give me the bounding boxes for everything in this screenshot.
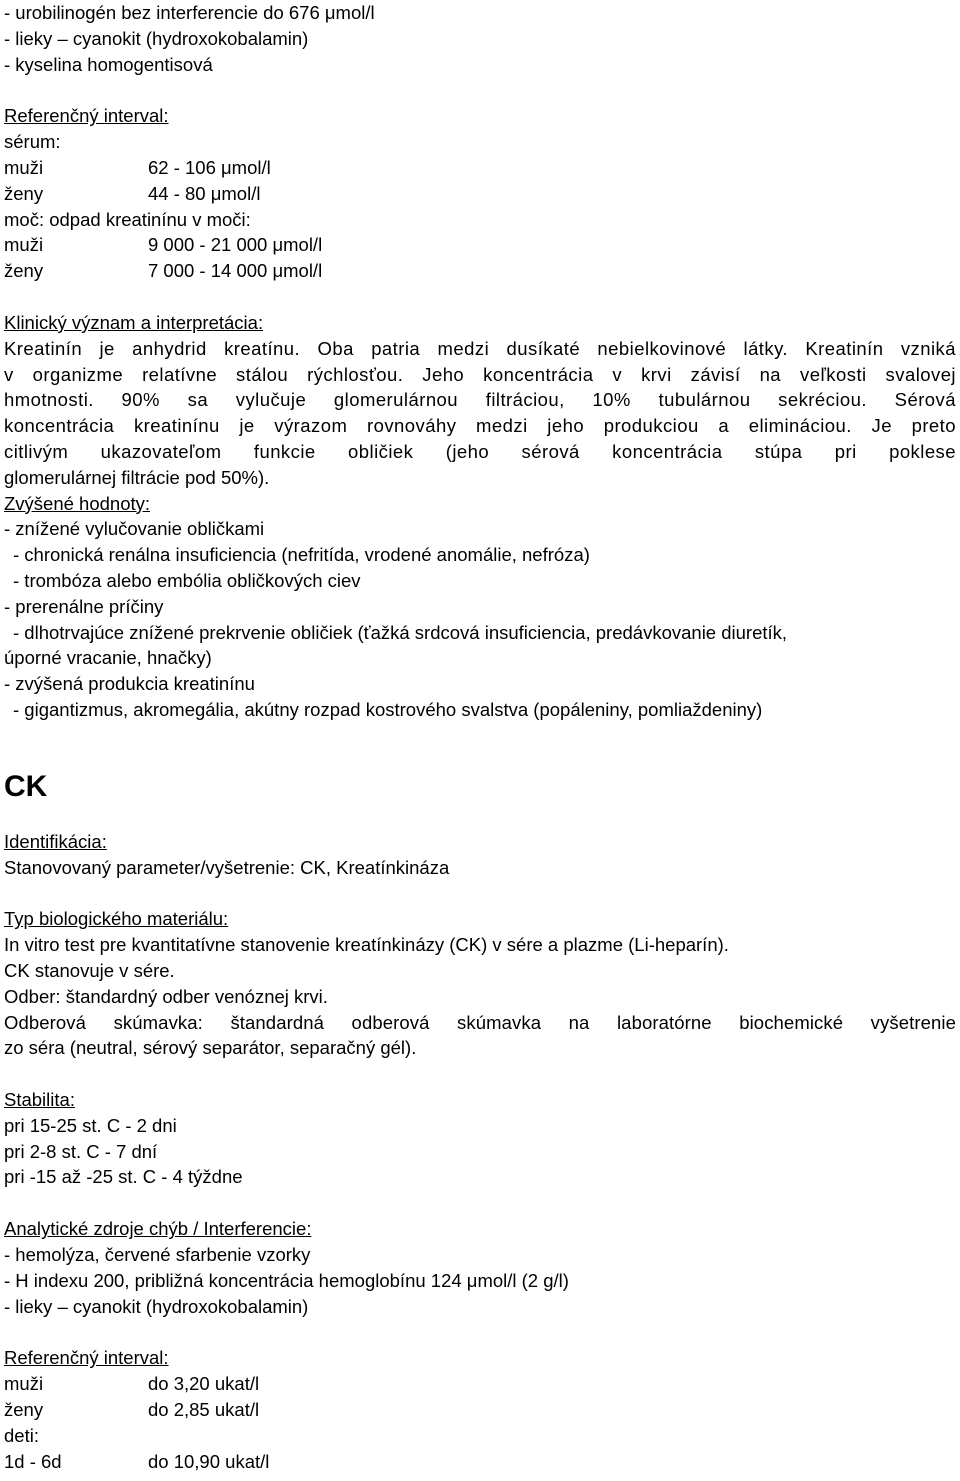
- list-item: - lieky – cyanokit (hydroxokobalamin): [4, 1295, 309, 1317]
- ck-section: [4, 767, 956, 1475]
- reference-group: muži: [4, 1373, 44, 1395]
- ck-title: CK: [4, 769, 48, 803]
- serum-label: sérum:: [4, 131, 61, 153]
- list-item: - znížené vylučovanie obličkami: [4, 518, 265, 540]
- paragraph-line: citlivým ukazovateľom funkcie obličiek (jeho sérová koncentrácia stúpa pri poklese: [4, 440, 956, 462]
- section-heading: Identifikácia:: [4, 830, 107, 852]
- reference-value: 44 - 80 μmol/l: [148, 182, 261, 204]
- section-heading: Stabilita:: [4, 1089, 75, 1111]
- list-item: - gigantizmus, akromegália, akútny rozpad kostrového svalstva (popáleniny, pomliaždeniny): [13, 698, 763, 720]
- list-item: - hemolýza, červené sfarbenie vzorky: [4, 1244, 311, 1266]
- paragraph-line: Kreatinín je anhydrid kreatínu. Oba patria medzi dusíkaté nebielkovinové látky. Kreatinín vzniká: [4, 337, 956, 359]
- section-heading: Referenčný interval:: [4, 105, 169, 127]
- reference-group: 1d - 6d: [4, 1450, 62, 1472]
- paragraph-line: v organizme relatívne stálou rýchlosťou. Jeho koncentrácia v krvi závisí na veľkosti svalovej: [4, 363, 956, 385]
- list-item: úporné vracanie, hnačky): [4, 647, 212, 669]
- stability-item: pri 15-25 st. C - 2 dni: [4, 1114, 177, 1136]
- reference-value: do 3,20 ukat/l: [148, 1373, 260, 1395]
- paragraph-line: zo séra (neutral, sérový separátor, separačný gél).: [4, 1037, 417, 1059]
- reference-row: [4, 1371, 956, 1397]
- reference-group: ženy: [4, 1399, 44, 1421]
- reference-value: 7 000 - 14 000 μmol/l: [148, 260, 323, 282]
- section-heading: Klinický význam a interpretácia:: [4, 311, 264, 333]
- clinical-section: [4, 310, 956, 491]
- paragraph-line: CK stanovuje v sére.: [4, 959, 175, 981]
- reference-value: 9 000 - 21 000 μmol/l: [148, 234, 323, 256]
- list-item: - dlhotrvajúce znížené prekrvenie obličiek (ťažká srdcová insuficiencia, predávkovanie diuretík,: [13, 621, 788, 643]
- list-item: - kyselina homogentisová: [4, 53, 213, 75]
- reference-row: [4, 155, 956, 181]
- reference-row: [4, 1397, 956, 1423]
- reference-group: muži: [4, 156, 44, 178]
- children-label: deti:: [4, 1424, 39, 1446]
- reference-value: 62 - 106 μmol/l: [148, 156, 271, 178]
- list-item: - chronická renálna insuficiencia (nefritída, vrodené anomálie, nefróza): [13, 544, 590, 566]
- reference-value: do 10,90 ukat/l: [148, 1450, 270, 1472]
- list-item: - lieky – cyanokit (hydroxokobalamin): [4, 27, 309, 49]
- reference-group: ženy: [4, 182, 44, 204]
- reference-group: ženy: [4, 260, 44, 282]
- paragraph-line: glomerulárnej filtrácie pod 50%).: [4, 466, 270, 488]
- reference-row: [4, 1449, 956, 1475]
- list-item: - H indexu 200, približná koncentrácia hemoglobínu 124 μmol/l (2 g/l): [4, 1269, 569, 1291]
- paragraph-line: koncentrácia kreatinínu je výrazom rovnováhy medzi jeho produkciou a elimináciou. Je preto: [4, 415, 956, 437]
- paragraph-line: Odberová skúmavka: štandardná odberová skúmavka na laboratórne biochemické vyšetrenie: [4, 1011, 956, 1033]
- stability-item: pri -15 až -25 st. C - 4 týždne: [4, 1166, 243, 1188]
- paragraph-line: hmotnosti. 90% sa vylučuje glomerulárnou filtráciou, 10% tubulárnou sekréciou. Sérová: [4, 389, 956, 411]
- elevated-section: [4, 491, 956, 723]
- list-item: - zvýšená produkcia kreatinínu: [4, 673, 255, 695]
- interference-list: [4, 0, 956, 77]
- section-heading: Analytické zdroje chýb / Interferencie:: [4, 1218, 312, 1240]
- section-heading: Zvýšené hodnoty:: [4, 492, 151, 514]
- creatinine-reference-section: [4, 103, 956, 284]
- paragraph-line: In vitro test pre kvantitatívne stanovenie kreatínkinázy (CK) v sére a plazme (Li-heparín).: [4, 934, 729, 956]
- identification-text: Stanovovaný parameter/vyšetrenie: CK, Kreatínkináza: [4, 856, 450, 878]
- list-item: - urobilinogén bez interferencie do 676 μmol/l: [4, 2, 375, 23]
- reference-row: [4, 232, 956, 258]
- stability-item: pri 2-8 st. C - 7 dní: [4, 1140, 158, 1162]
- list-item: - trombóza alebo embólia obličkových ciev: [13, 569, 361, 591]
- reference-row: [4, 258, 956, 284]
- section-heading: Typ biologického materiálu:: [4, 908, 229, 930]
- urine-label: moč: odpad kreatinínu v moči:: [4, 208, 251, 230]
- list-item: - prerenálne príčiny: [4, 595, 164, 617]
- section-heading: Referenčný interval:: [4, 1347, 169, 1369]
- reference-row: [4, 181, 956, 207]
- reference-value: do 2,85 ukat/l: [148, 1399, 260, 1421]
- reference-group: muži: [4, 234, 44, 256]
- paragraph-line: Odber: štandardný odber venóznej krvi.: [4, 985, 328, 1007]
